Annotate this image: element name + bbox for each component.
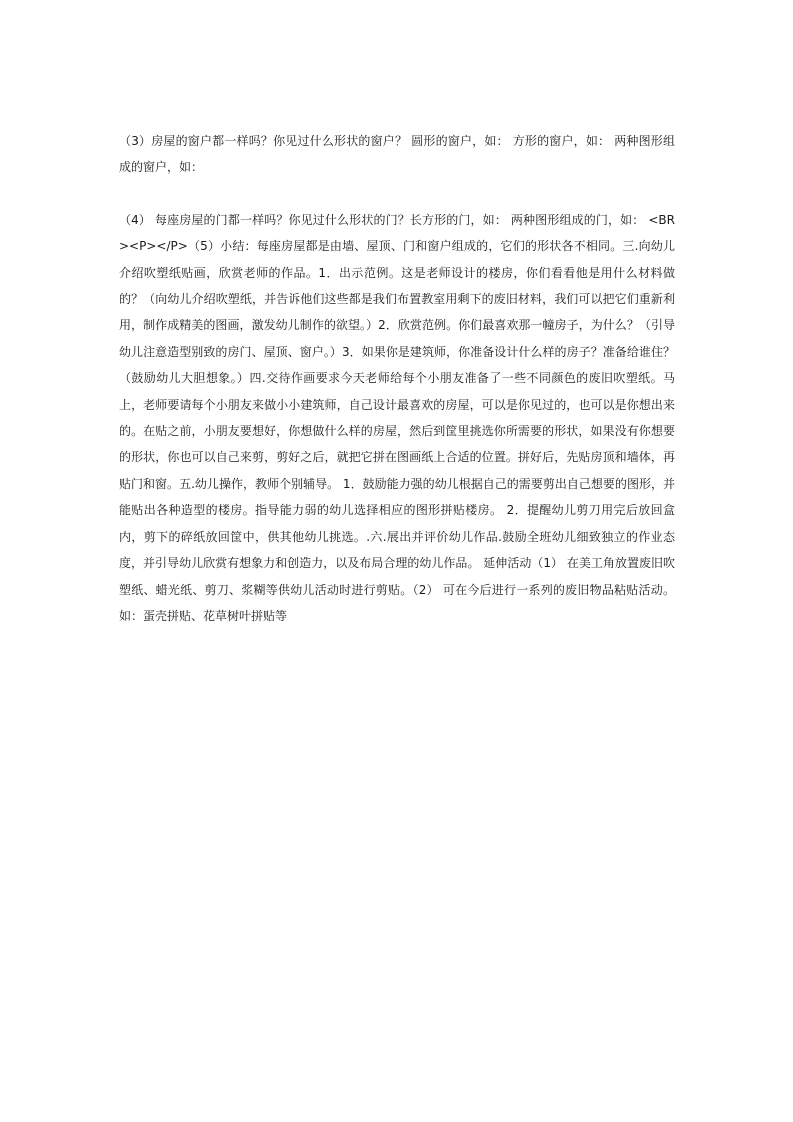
paragraph-windows-question: （3）房屋的窗户都一样吗？你见过什么形状的窗户？ 圆形的窗户，如： 方形的窗户，如： 两种图形组成的窗户，如： — [119, 134, 675, 175]
document-body — [119, 128, 675, 629]
paragraph-lesson-body: （4） 每座房屋的门都一样吗？你见过什么形状的门？长方形的门，如： 两种图形组成的门，如： <BR><P></P>（5）小结：每座房屋都是由墙、屋顶、门和窗户组成的，它们的形状各不相同。三.向幼儿介绍吹塑纸贴画，欣赏老师的作品。1．出示范例。这是老师设计的楼房，你们看看他是用什么材料做的？（向幼儿介绍吹塑纸，并告诉他们这些都是我们布置教室用剩下的废旧材料，我们可以把它们重新利用，制作成精美的图画，激发幼儿制作的欲望。）2．欣赏范例。你们最喜欢那一幢房子，为什么？（引导幼儿注意造型别致的房门、屋顶、窗户。）3．如果你是建筑师，你准备设计什么样的房子？准备给谁住？（鼓励幼儿大胆想象。）四.交待作画要求今天老师给每个小朋友准备了一些不同颜色的废旧吹塑纸。马上，老师要请每个小朋友来做小小建筑师，自己设计最喜欢的房屋，可以是你见过的，也可以是你想出来的。在贴之前，小朋友要想好，你想做什么样的房屋，然后到筐里挑选你所需要的形状，如果没有你想要的形状，你也可以自己来剪，剪好之后，就把它拼在图画纸上合适的位置。拼好后，先贴房顶和墙体，再贴门和窗。五.幼儿操作，教师个别辅导。 1．鼓励能力强的幼儿根据自己的需要剪出自己想要的图形，并能贴出各种造型的楼房。指导能力弱的幼儿选择相应的图形拼贴楼房。 2．提醒幼儿剪刀用完后放回盒内，剪下的碎纸放回筐中，供其他幼儿挑选。.六.展出并评价幼儿作品.鼓励全班幼儿细致独立的作业态度，并引导幼儿欣赏有想象力和创造力，以及布局合理的幼儿作品。 延伸活动（1） 在美工角放置废旧吹塑纸、蜡光纸、剪刀、浆糊等供幼儿活动时进行剪贴。（2） 可在今后进行一系列的废旧物品粘贴活动。如：蛋壳拼贴、花草树叶拼贴等 — [119, 212, 675, 623]
